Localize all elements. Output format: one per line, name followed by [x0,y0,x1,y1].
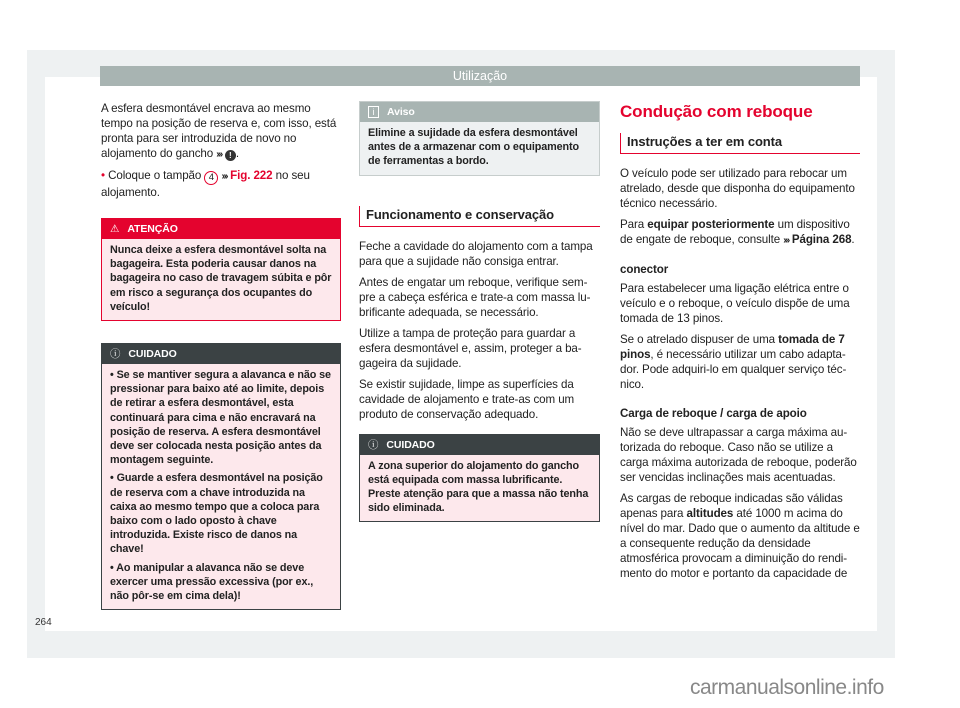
cross-reference-arrows-icon[interactable]: ››› [783,235,789,246]
caution-box [101,343,341,610]
paragraph: Para equipar posteriormente um dispositivo de engate de reboque, consulte ››› Página 268. [620,218,855,246]
chapter-title: Condução com reboque [620,102,813,121]
caution-item: • Ao manipular a alavanca não se deve exercer uma pressão excessiva (por ex., não pôr-se em cima dela)! [110,561,314,603]
caution-circle-icon: ⓘ [368,438,379,451]
paragraph: Se existir sujidade, limpe as superfícies da cavidade de alojamento e trate-as com um produto de conservação adequado. [359,377,575,421]
warning-header: ⚠ ATENÇÃO [102,219,340,239]
warning-reference-icon[interactable]: ! [225,150,236,161]
warning-text: Nunca deixe a esfera desmontável solta na bagageira. Esta poderia causar danos na bagageira no caso de travagem súbita e pôr em risco a segurança dos ocupantes do veículo! [102,239,340,320]
page-link[interactable]: Página 268 [788,233,852,246]
note-header: i Aviso [360,102,599,122]
paragraph: Utilize a tampa de proteção para guardar a esfera desmontável e, assim, proteger a bagageira da sujidade. [359,326,582,370]
info-icon: i [368,106,379,118]
caution-body [102,364,340,609]
paragraph: A esfera desmontável encrava ao mesmo tempo na posição de reserva e, com isso, está pronta para ser introduzida de novo no alojamento do gancho ››› ! . [101,102,337,160]
figure-link[interactable]: Fig. 222 [227,169,273,182]
paragraph: Se o atrelado dispuser de uma tomada de 7 pinos, é necessário utilizar um cabo adaptador. Pode adquiri-lo em qualquer serviço técnico. [620,333,847,391]
cross-reference-arrows-icon[interactable]: ››› [221,171,227,182]
caution-item: • Guarde a esfera desmontável na posição de reserva com a chave introduzida na caixa ao mesmo tempo que a coloca para baixo com o lado oposto à chave introduzida. Existe risco de danos na chave! [110,472,323,556]
section-heading: Funcionamento e conservação [359,206,600,227]
section-heading: Instruções a ter em conta [620,133,860,154]
warning-triangle-icon: ⚠ [110,223,120,235]
paragraph: Não se deve ultrapassar a carga máxima autorizada do reboque. Caso não se utilize a carga máxima autorizada de reboque, poderão ser vencidas inclinações mais acentuadas. [620,426,857,484]
caution-header: ⓘ CUIDADO [102,344,340,364]
caution-header: ⓘ CUIDADO [360,435,599,455]
column-left [101,101,341,610]
bullet-paragraph: • Coloque o tampão 4 ››› Fig. 222 no seu alojamento. [101,169,310,199]
watermark: carmanualsonline.info [690,676,884,699]
page-header: Utilização [100,66,860,86]
paragraph: O veículo pode ser utilizado para rebocar um atrelado, desde que disponha do equipamento técnico necessário. [620,167,855,210]
page-number: 264 [35,617,52,628]
paragraph: Antes de engatar um reboque, verifique sempre a cabeça esférica e trate-a com massa lubrificante adequada, se necessário. [359,275,591,319]
paragraph: Para estabelecer uma ligação elétrica entre o veículo e o reboque, o veículo dispõe de uma tomada de 13 pinos. [620,282,850,325]
caution-text: A zona superior do alojamento do gancho está equipada com massa lubrificante. Preste atenção para que a massa não tenha sido eliminada. [360,455,599,522]
caution-circle-icon: ⓘ [110,348,121,361]
bullet-icon: • [101,169,105,182]
subheading: conector [620,263,669,276]
subheading: Carga de reboque / carga de apoio [620,407,807,420]
item-number-badge: 4 [204,171,218,185]
note-text: Elimine a sujidade da esfera desmontável antes de a armazenar com o equipamento de ferramentas a bordo. [360,122,599,175]
paragraph: Feche a cavidade do alojamento com a tampa para que a sujidade não consiga entrar. [359,239,593,268]
cross-reference-arrows-icon[interactable]: ››› [216,149,222,160]
paragraph: As cargas de reboque indicadas são válidas apenas para altitudes até 1000 m acima do nível do mar. Dado que o aumento da altitude e a consequente redução da densidade atmosférica provocam a diminuição do rendimento do motor e portanto da capacidade de [620,492,860,580]
caution-box [359,434,600,523]
warning-box [101,218,341,321]
caution-item: • Se se mantiver segura a alavanca e não se pressionar para baixo até ao limite, depois de retirar a esfera desmontável, esta continuará para cima e não encravará na posição de reserva. A esfera desmontável deve ser colocada nesta posição antes da montagem seguinte. [110,369,331,467]
column-right [620,101,860,587]
column-middle [359,101,600,522]
note-box [359,101,600,176]
